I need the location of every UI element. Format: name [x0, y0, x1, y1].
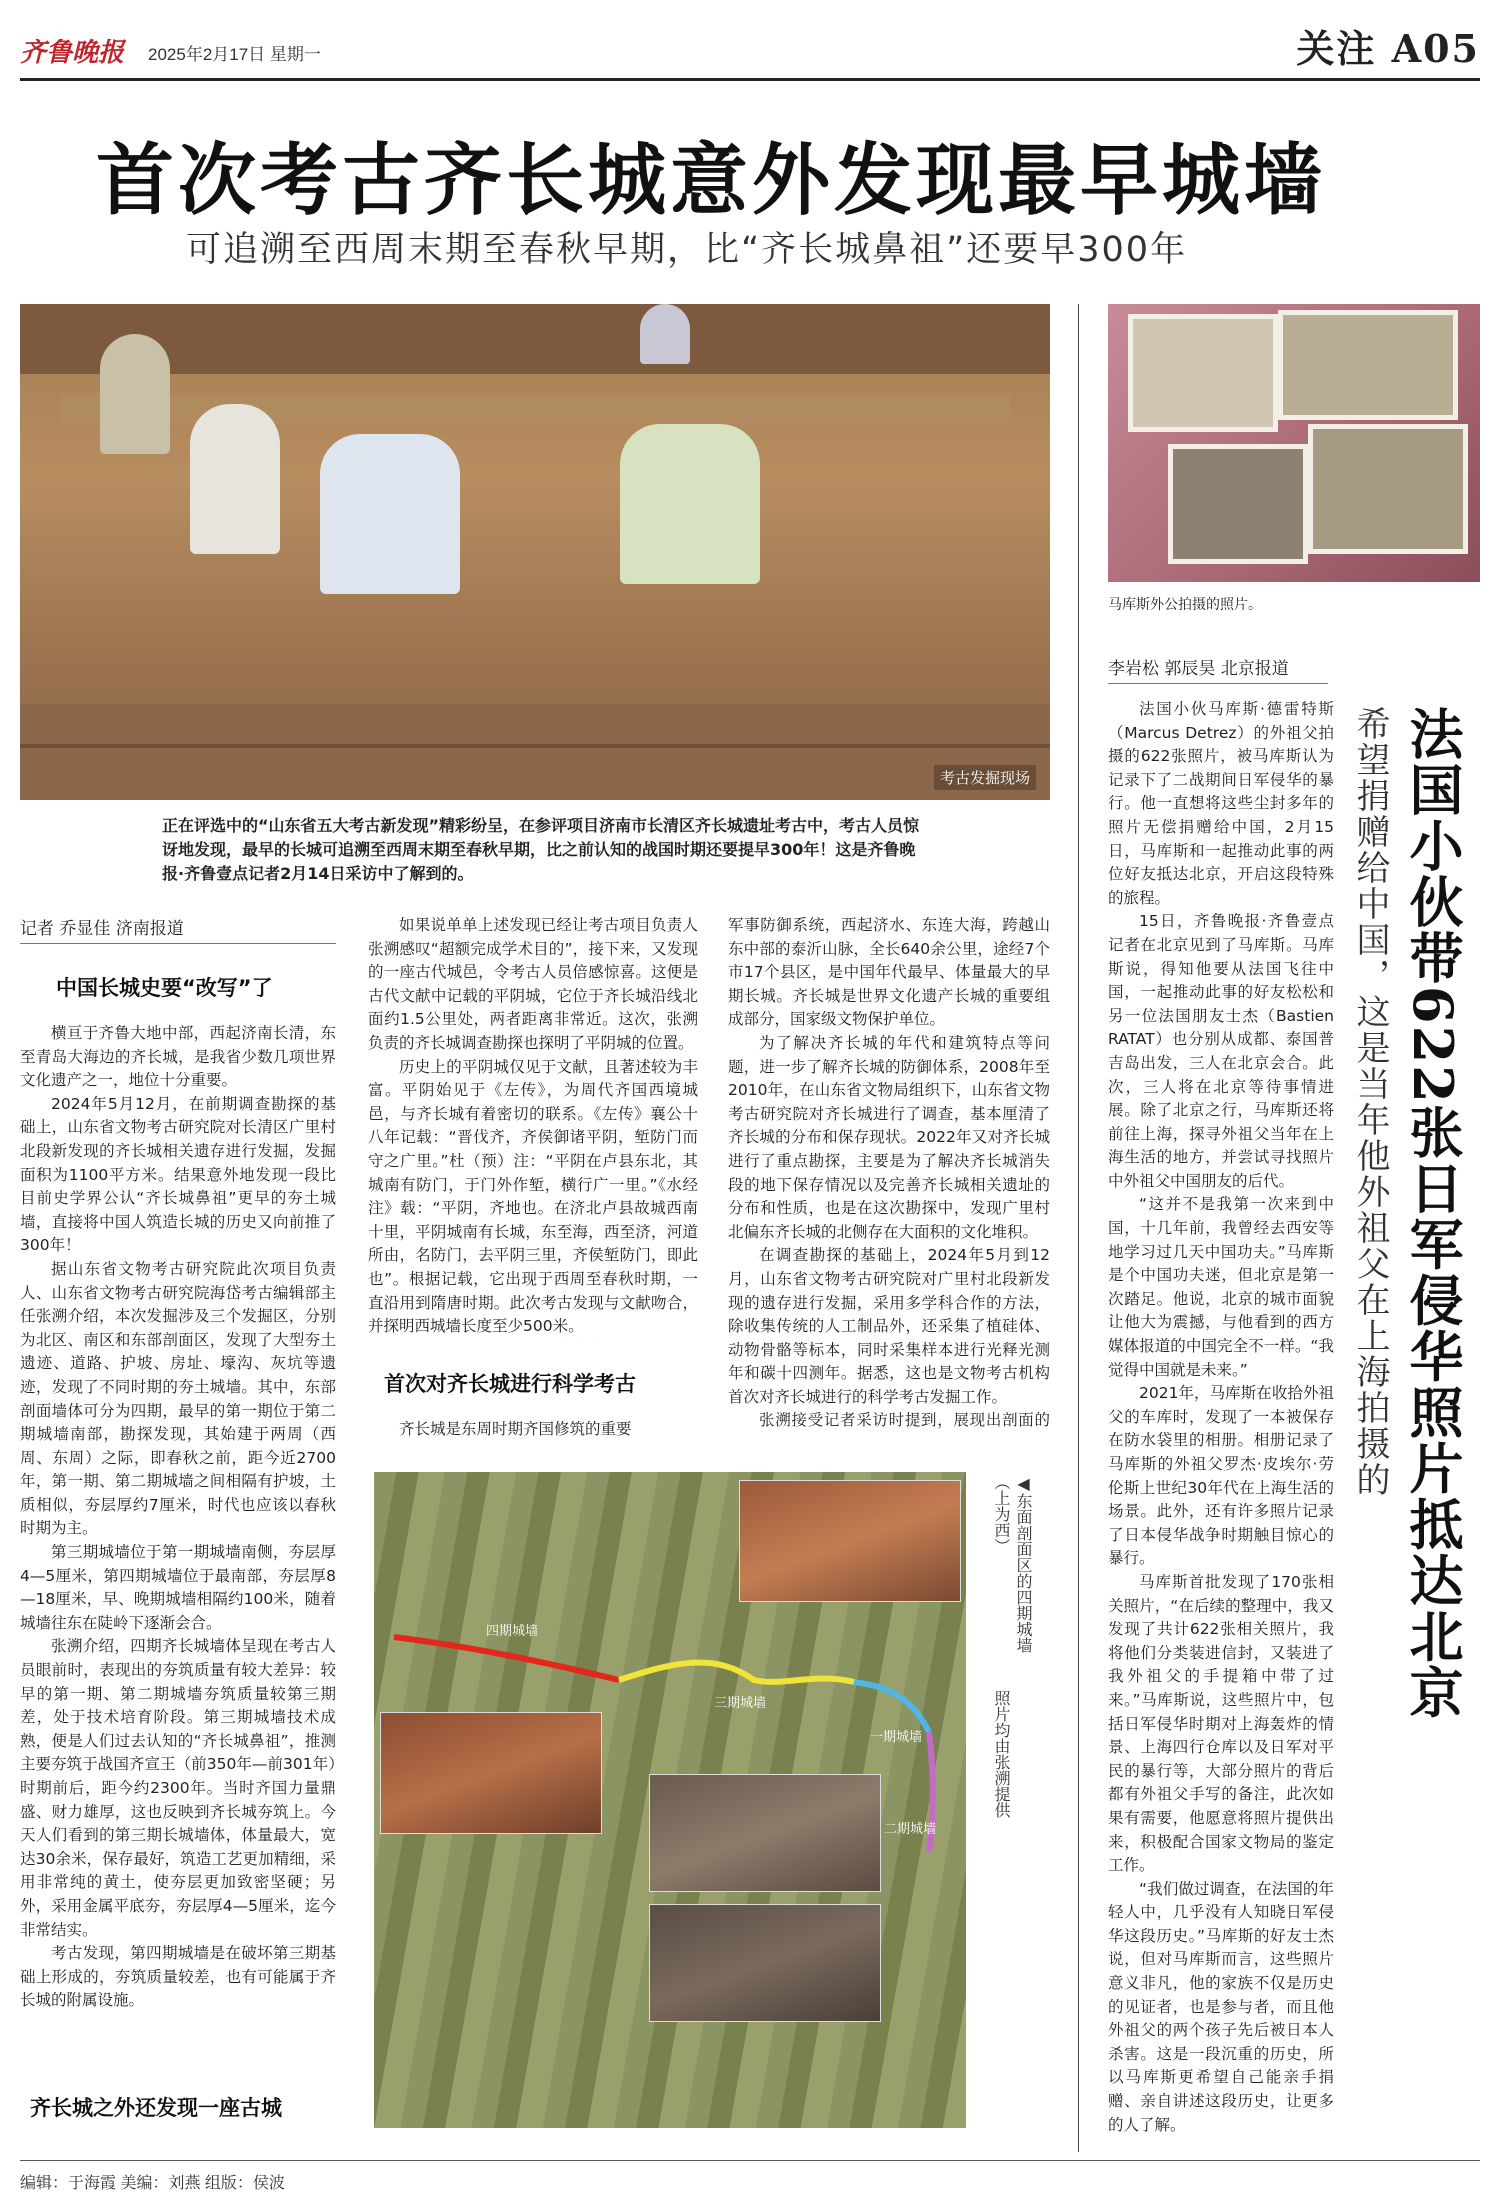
historical-photos-image [1108, 304, 1480, 582]
column-divider [1078, 304, 1079, 2152]
main-subheadline: 可追溯至西周末期至春秋早期，比“齐长城鼻祖”还要早300年 [186, 230, 1188, 270]
paragraph: “我们做过调查，在法国的年轻人中，几乎没有人知晓日军侵华这段历史。”马库斯的好友士杰说，但对马库斯而言，这些照片意义非凡，他的家族不仅是历史的见证者，也是参与者，而且他外祖父的两个孩子先后被日本人杀害。这是一段沉重的历史，所以马库斯更希望自己能亲手捐赠、亲自讲述这段历史，让更多的人了解。 [1108, 1879, 1334, 2134]
paragraph: 15日，齐鲁晚报·齐鲁壹点记者在北京见到了马库斯。马库斯说，得知他要从法国飞往中国，一起推动此事的好友松松和另一位法国朋友士杰（Bastien RATAT）也分别从成都、泰国普吉岛出发，三人在北京会合。此次，三人将在北京等待事情进展。除了北京之行，马库斯还将前往上海，探寻外祖父当年在上海生活的地方，并尝试寻找照片中外祖父中国朋友的后代。 [1108, 912, 1334, 1190]
footer-rule [20, 2160, 1480, 2161]
paragraph: 如果说单单上述发现已经让考古项目负责人张溯感叹“超额完成学术目的”，接下来，又发现的一座古代城邑，令考古人员倍感惊喜。这便是古代文献中记载的平阴城，它位于齐长城沿线北面约1.5公里处，两者距离非常近。这次，张溯负责的齐长城调查勘探也探明了平阴城的位置。 [368, 916, 698, 1052]
old-photo [1168, 444, 1308, 564]
archaeologist-figure [320, 434, 460, 594]
byline: 记者 乔显佳 济南报道 [20, 914, 336, 944]
article-column-1 [20, 1022, 336, 2062]
map-label: 三期城墙 [714, 1696, 767, 1711]
side-article-text [1108, 698, 1334, 2150]
article-column-2-tail [368, 1418, 698, 1442]
paragraph: 马库斯首批发现了170张相关照片，“在后续的整理中，我又发现了共计622张相关照片，我将他们分类装进信封，又装进了我外祖父的手提箱中带了过来。”马库斯说，这些照片中，包括日军侵华时期对上海轰炸的情景、上海四行仓库以及日军对平民的暴行等，大部分照片的背后都有外祖父手写的备注，此次如果有需要，他愿意将照片提供出来，积极配合国家文物局的鉴定工作。 [1108, 1572, 1334, 1875]
side-byline: 李岩松 郭辰昊 北京报道 [1108, 654, 1328, 684]
map-label: 一期城墙 [870, 1730, 923, 1745]
map-label: 四期城墙 [486, 1624, 539, 1639]
section-photo-inset [739, 1480, 961, 1602]
paragraph: 法国小伙马库斯·德雷特斯（Marcus Detrez）的外祖父拍摄的622张照片，被马库斯认为记录下了二战期间日军侵华的暴行。他一直想将这些尘封多年的照片无偿捐赠给中国，2月15日，马库斯和一起推动此事的两位好友抵达北京，开启这段特殊的旅程。 [1108, 700, 1334, 907]
article-column-2 [368, 914, 698, 1342]
wall-phase-4-line [394, 1637, 619, 1680]
paragraph: 张溯介绍，四期齐长城墙体呈现在考古人员眼前时，表现出的夯筑质量有较大差异：较早的第一期、第二期城墙夯筑质量较第三期差，处于技术培育阶段。第三期城墙技术成熟，便是人们过去认知的“齐长城鼻祖”，推测主要夯筑于战国齐宣王（前350年—前301年）时期前后，距今约2300年。当时齐国力量鼎盛、财力雄厚，这也反映到齐长城夯筑上。今天人们看到的第三期长城墙体，体量最大，宽达30余米，保存最好，筑造工艺更加精细，采用非常纯的黄土，使夯层更加致密坚硬；另外，采用金属平底夯，夯层厚4—5厘米，迄今非常结实。 [20, 1637, 336, 1939]
section-photo-inset [380, 1712, 602, 1834]
section-title: 中国长城史要“改写”了 [56, 976, 273, 1000]
paragraph [368, 1339, 698, 1342]
archaeologist-figure [640, 304, 690, 364]
side-photo-caption: 马库斯外公拍摄的照片。 [1108, 597, 1262, 613]
archaeologist-figure [190, 404, 280, 554]
side-subheadline: 希望捐赠给中国，这是当年他外祖父在上海拍摄的 [1350, 706, 1390, 1498]
old-photo [1308, 424, 1468, 554]
wall-phase-3-line [619, 1663, 854, 1682]
paragraph: 军事防御系统，西起济水、东连大海，跨越山东中部的泰沂山脉，全长640余公里，途经7个市17个县区，是中国年代最早、体量最大的早期长城。齐长城是世界文化遗产长城的重要组成部分，国家级文物保护单位。 [728, 916, 1050, 1029]
issue-date: 2025年2月17日 星期一 [148, 45, 321, 64]
map-caption: ◀东面剖面区的四期城墙（上为西） [992, 1474, 1033, 1653]
paragraph: 据山东省文物考古研究院此次项目负责人、山东省文物考古研究院海岱考古编辑部主任张溯介绍，本次发掘涉及三个发掘区，分别为北区、南区和东部剖面区，发现了大型夯土遗迹、道路、护坡、房址、壕沟、灰坑等遗迹，发现了不同时期的夯土城墙。其中，东部剖面墙体可分为四期，最早的第一期位于第二期城墙南部，勘探发现，其始建于两周（西周、东周）之际，即春秋之前，距今近2700年，第一期、第二期城墙之间相隔有护坡，土质相似，夯层厚约7厘米，时代也应该以春秋时期为主。 [20, 1259, 336, 1538]
wall-phase-1-line [854, 1682, 929, 1732]
archaeologist-figure [620, 424, 760, 584]
main-headline: 首次考古齐长城意外发现最早城墙 [96, 135, 1327, 226]
section-page-label: 关注 A05 [1296, 26, 1480, 71]
section-title: 齐长城之外还发现一座古城 [30, 2096, 282, 2120]
paragraph: 齐长城是东周时期齐国修筑的重要 [399, 1420, 632, 1438]
paragraph: 2021年，马库斯在收拾外祖父的车库时，发现了一本被保存在防水袋里的相册。相册记录了马库斯的外祖父罗杰·皮埃尔·劳伦斯上世纪30年代在上海生活的场景。此外，还有许多照片记录了日本侵华战争时期触目惊心的暴行。 [1108, 1384, 1334, 1568]
side-headline: 法国小伙带622张日军侵华照片抵达北京 [1401, 706, 1465, 1721]
paragraph: 历史上的平阴城仅见于文献，且著述较为丰富。平阴始见于《左传》，为周代齐国西境城邑，与齐长城有着密切的联系。《左传》襄公十八年记载：“晋伐齐，齐侯御诸平阴，堑防门而守之广里。”杜（预）注：“平阴在卢县东北，其城南有防门，于门外作堑，横行广一里。”《水经注》载：“平阴，齐地也。在济北卢县故城西南十里，平阴城南有长城，东至海，西至济，河道所由，名防门，去平阴三里，齐侯堑防门，即此也”。根据记载，它出现于西周至春秋时期，一直沿用到隋唐时期。此次考古发现与文献吻合，并探明西城墙长度至少500米。 [368, 1057, 698, 1336]
paragraph: 横亘于齐鲁大地中部，西起济南长清，东至青岛大海边的齐长城，是我省少数几项世界文化遗产之一，地位十分重要。 [20, 1024, 336, 1090]
photo-tag: 考古发掘现场 [934, 765, 1036, 790]
photo-caption: 正在评选中的“山东省五大考古新发现”精彩纷呈，在参评项目济南市长清区齐长城遗址考古中，考古人员惊讶地发现，最早的长城可追溯至西周末期至春秋早期，比之前认知的战国时期还要提早300年！这是齐鲁晚报·齐鲁壹点记者2月14日采访中了解到的。 [162, 816, 920, 883]
paragraph: 在调查勘探的基础上，2024年5月到12月，山东省文物考古研究院对广里村北段新发现的遗存进行发掘，采用多学科合作的方法，除收集传统的人工制品外，还采集了植硅体、动物骨骼等标本，同时采集样本进行光释光测年和碳十四测年。据悉，这也是文物考古机构首次对齐长城进行的科学考古发掘工作。 [728, 1246, 1050, 1406]
paragraph: 考古发现，第四期城墙是在破坏第三期基础上形成的，夯筑质量较差，也有可能属于齐长城的附属设施。 [20, 1944, 336, 2010]
excavation-photo [20, 304, 1050, 800]
paragraph: 2024年5月12月，在前期调查勘探的基础上，山东省文物考古研究院对长清区广里村北段新发现的齐长城相关遗存进行发掘，发掘面积为1100平方米。结果意外地发现一段比目前史学界公认“齐长城鼻祖”更早的夯土城墙，直接将中国人筑造长城的历史又向前推了300年！ [20, 1094, 336, 1255]
map-label: 二期城墙 [884, 1822, 937, 1837]
section-photo-inset [649, 1904, 881, 2022]
article-column-3 [728, 914, 1050, 1434]
paragraph: 张溯接受记者采访时提到，展现出剖面的 [759, 1411, 1050, 1430]
aerial-map-figure [374, 1472, 966, 2128]
paragraph: “这并不是我第一次来到中国，十几年前，我曾经去西安等地学习过几天中国功夫。”马库斯是个中国功夫迷，但北京是第一次踏足。他说，北京的城市面貌让他大为震撼，与他看到的西方媒体报道的中国完全不一样。“我觉得中国就是未来。” [1108, 1195, 1334, 1379]
footer-credits: 编辑：于海霞 美编：刘燕 组版：侯波 [20, 2175, 285, 2192]
masthead [20, 14, 1480, 81]
paragraph: 第三期城墙位于第一期城墙南侧，夯层厚4—5厘米，第四期城墙位于最南部，夯层厚8—18厘米，早、晚期城墙相隔约100米，随着城墙往东在陡岭下逐渐会合。 [20, 1543, 336, 1632]
archaeologist-figure [100, 334, 170, 454]
newspaper-logo: 齐鲁晚报 [20, 38, 125, 68]
map-credit: 照片均由张溯提供 [992, 1690, 1011, 1818]
section-title: 首次对齐长城进行科学考古 [384, 1372, 636, 1396]
old-photo [1128, 314, 1278, 432]
old-photo [1278, 310, 1458, 420]
section-photo-inset [649, 1774, 881, 1892]
paragraph: 为了解决齐长城的年代和建筑特点等问题，进一步了解齐长城的防御体系，2008年至2010年，在山东省文物局组织下，山东省文物考古研究院对齐长城进行了调查，基本厘清了齐长城的分布和保存现状。2022年又对齐长城进行了重点勘探，主要是为了解决齐长城消失段的地下保存情况以及完善齐长城相关遗址的分布和性质，也是在这次勘探中，发现广里村北偏东齐长城的北侧存在大面积的文化堆积。 [728, 1033, 1050, 1241]
